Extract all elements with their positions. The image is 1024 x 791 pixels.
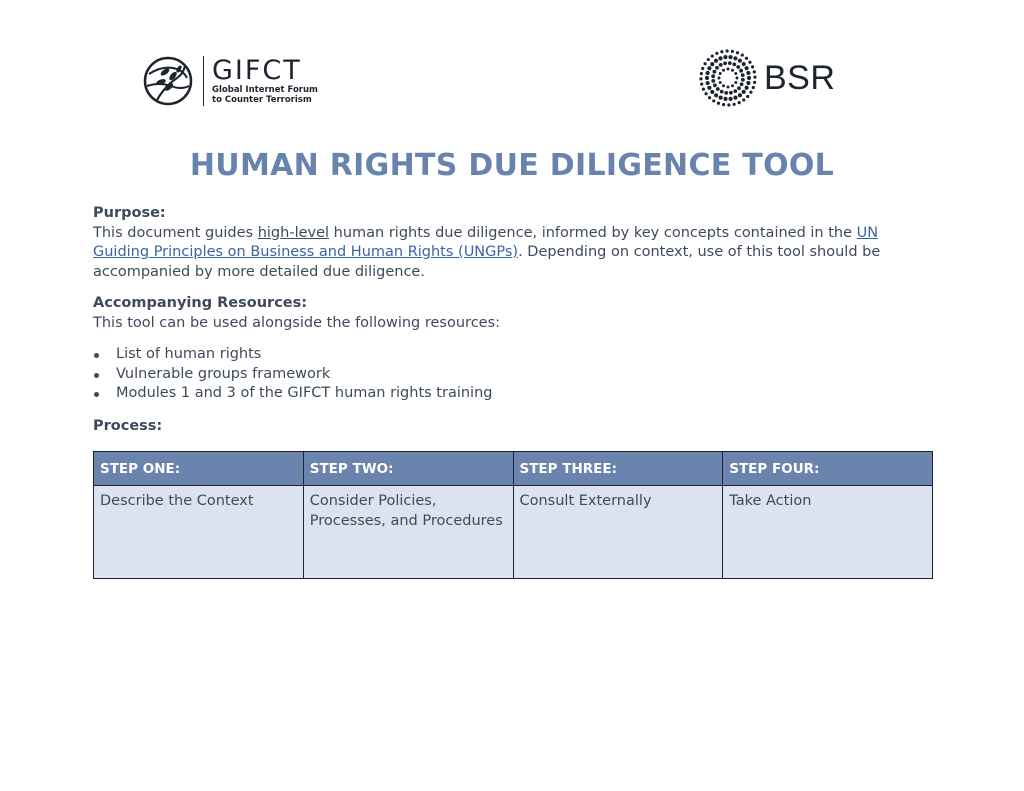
gifct-logo [143,52,318,110]
purpose-heading: Purpose: [93,205,166,221]
purpose-text-2: human rights due diligence, informed by key concepts contained in the [329,224,857,241]
step-two-body: Consider Policies, Processes, and Procedures [303,486,513,579]
table-header-row [94,452,933,486]
document-body [93,204,903,404]
gifct-subtitle-line1: Global Internet Forum [212,85,318,95]
step-two-header: STEP TWO: [303,452,513,486]
step-one-body: Describe the Context [94,486,304,579]
resources-intro: This tool can be used alongside the following resources: [93,314,501,331]
ungps-link[interactable]: UN Guiding Principles on Business and Human Rights (UNGPs) [93,224,879,260]
step-four-body: Take Action [723,486,933,579]
high-level-text: high-level [257,224,330,241]
page-title: HUMAN RIGHTS DUE DILIGENCE TOOL [189,148,835,183]
spacer [93,282,903,294]
page-header [0,46,1024,116]
gifct-wordmark [212,57,318,105]
bsr-logo [698,48,835,108]
purpose-paragraph [93,224,903,283]
gifct-subtitle-line2: to Counter Terrorism [212,95,312,105]
step-three-body: Consult Externally [513,486,723,579]
resources-heading: Accompanying Resources: [93,295,308,311]
gifct-name: GIFCT [212,55,302,86]
process-heading: Process: [93,418,163,434]
table-row [94,486,933,579]
list-item: Vulnerable groups framework [93,365,903,385]
gifct-globe-icon [143,56,193,106]
bsr-name: BSR [764,58,836,97]
step-one-header: STEP ONE: [94,452,304,486]
logo-divider [203,56,204,106]
bsr-starburst-icon [698,48,758,108]
process-steps-table [93,451,933,579]
resources-list [93,345,903,404]
step-three-header: STEP THREE: [513,452,723,486]
step-four-header: STEP FOUR: [723,452,933,486]
purpose-text-1: This document guides [93,224,258,241]
list-item: Modules 1 and 3 of the GIFCT human rights training [93,384,903,404]
list-item: List of human rights [93,345,903,365]
purpose-text-3: . Depending on context, use of this tool should be accompanied by more detailed due diligence. [93,244,881,280]
